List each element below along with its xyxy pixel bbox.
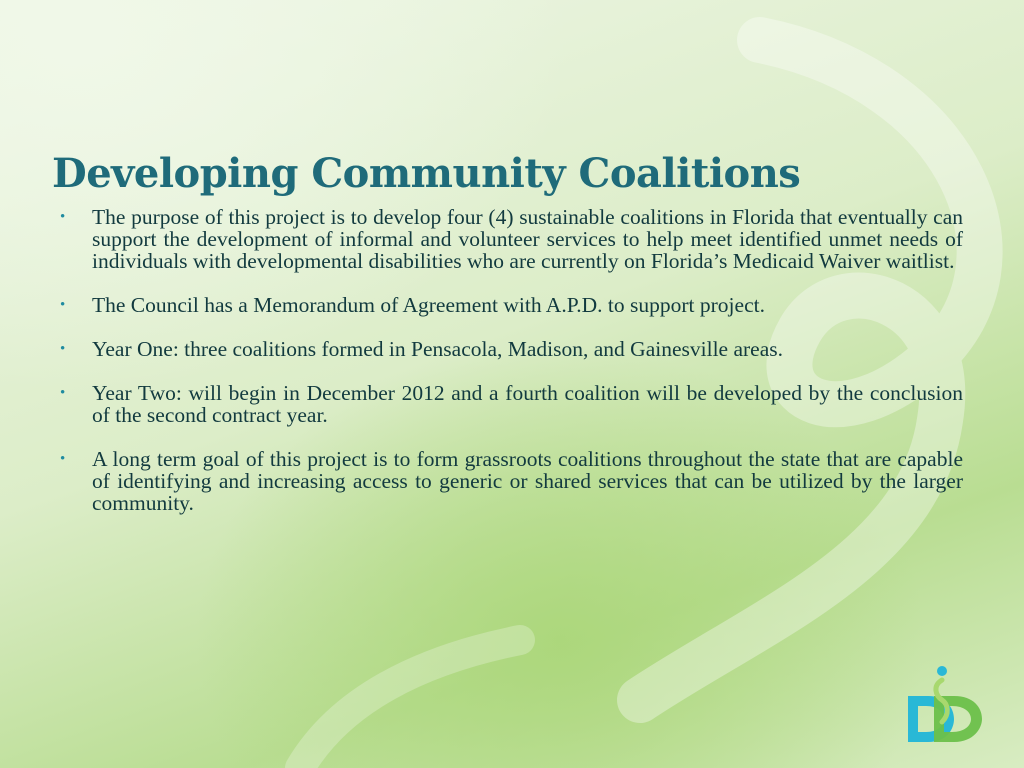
bullet-item xyxy=(60,338,963,360)
bullet-marker: • xyxy=(60,341,66,357)
bullet-marker: • xyxy=(60,209,66,225)
bullet-marker: • xyxy=(60,385,66,401)
bullet-item xyxy=(60,448,963,514)
bullet-item xyxy=(60,382,963,426)
bullet-item xyxy=(60,206,963,272)
bullet-text: Year Two: will begin in December 2012 and a fourth coalition will be developed by the conclusion of the second contract year. xyxy=(92,381,963,427)
bullet-text: The purpose of this project is to develop four (4) sustainable coalitions in Florida that eventually can support the development of informal and volunteer services to help meet identified unmet needs of individuals with developmental disabilities who are currently on Florida’s Medicaid Waiver waitlist. xyxy=(92,205,963,273)
dd-council-logo-icon xyxy=(902,662,988,748)
bullet-list xyxy=(60,206,963,536)
bullet-text: The Council has a Memorandum of Agreement with A.P.D. to support project. xyxy=(92,293,765,317)
bullet-marker: • xyxy=(60,297,66,313)
bullet-item xyxy=(60,294,963,316)
slide-title: Developing Community Coalitions xyxy=(52,150,801,197)
bullet-text: Year One: three coalitions formed in Pensacola, Madison, and Gainesville areas. xyxy=(92,337,783,361)
bullet-marker: • xyxy=(60,451,66,467)
bullet-text: A long term goal of this project is to form grassroots coalitions throughout the state that are capable of identifying and increasing access to generic or shared services that can be utilized by the larger community. xyxy=(92,447,963,515)
